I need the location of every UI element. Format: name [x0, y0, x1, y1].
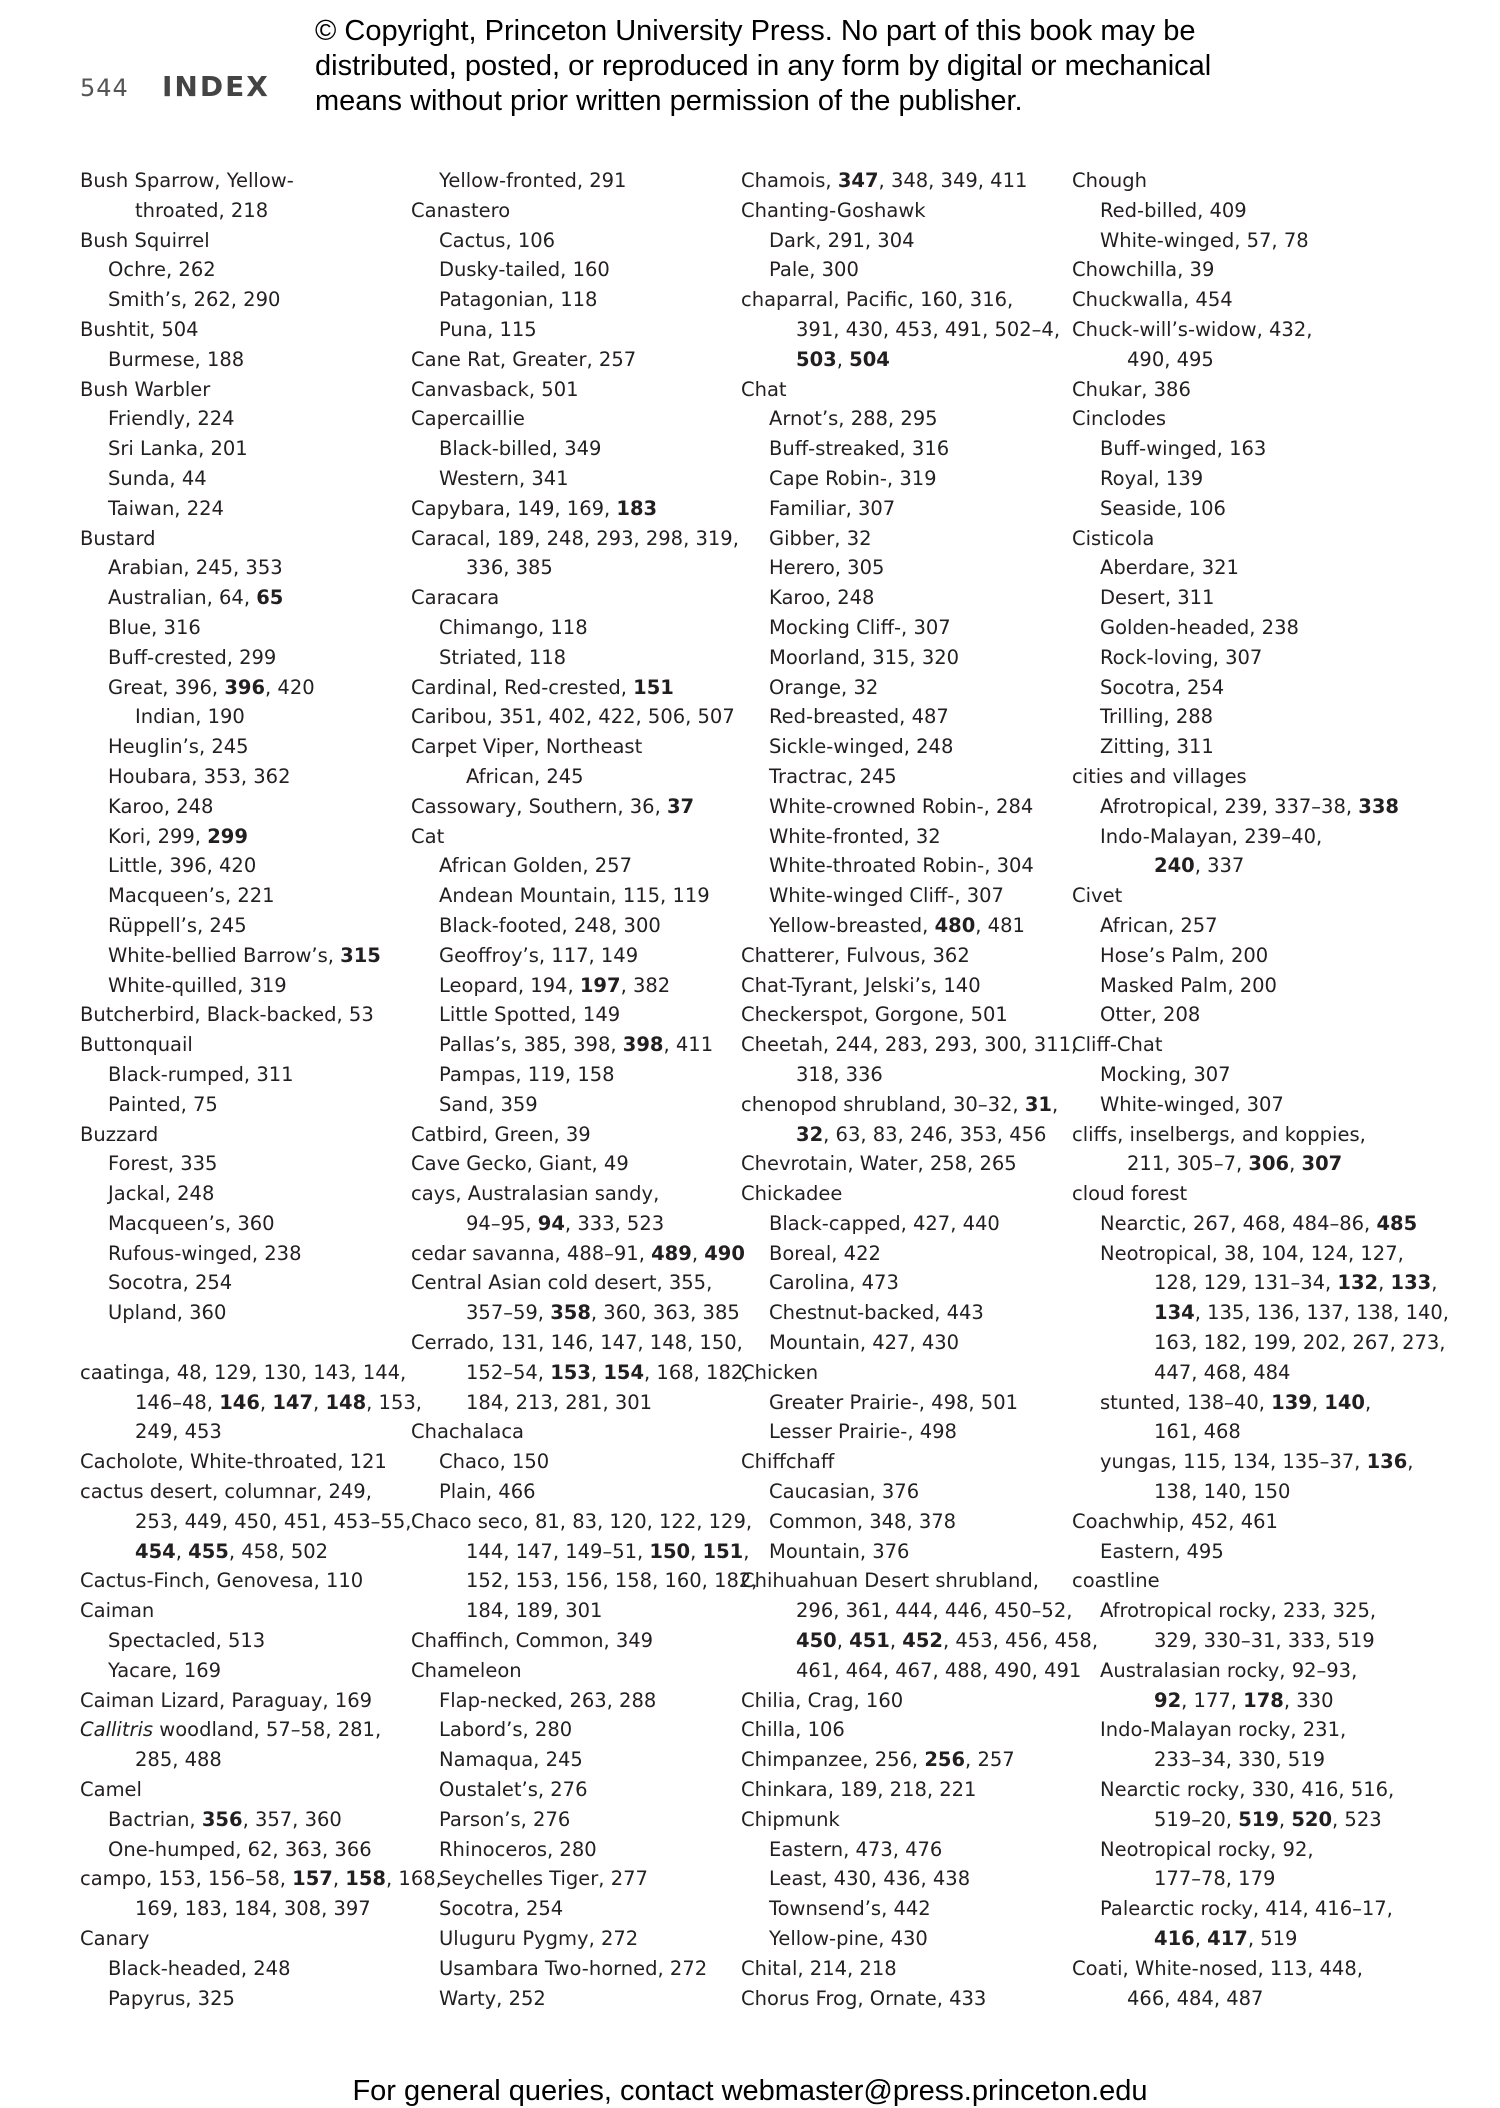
index-entry: Chatterer, Fulvous, 362	[741, 943, 970, 967]
index-subentry: Blue, 316	[108, 615, 201, 639]
index-subentry: 233–34, 330, 519	[1154, 1748, 1326, 1772]
index-subentry: throated, 218	[135, 198, 269, 222]
index-entry: Cassowary, Southern, 36, 37	[411, 794, 695, 818]
index-subentry: 450, 451, 452, 453, 456, 458,	[796, 1629, 1099, 1653]
index-subentry: Taiwan, 224	[108, 496, 224, 520]
index-subentry: Flap-necked, 263, 288	[439, 1688, 657, 1712]
index-subentry: 163, 182, 199, 202, 267, 273,	[1154, 1331, 1446, 1355]
index-subentry: 416, 417, 519	[1154, 1927, 1298, 1951]
index-subentry: Uluguru Pygmy, 272	[439, 1927, 639, 1951]
index-subentry: White-quilled, 319	[108, 973, 287, 997]
index-subentry: White-fronted, 32	[769, 824, 941, 848]
index-entry: cedar savanna, 488–91, 489, 490	[411, 1241, 745, 1265]
index-subentry: Socotra, 254	[1100, 675, 1225, 699]
index-subentry: Puna, 115	[439, 317, 537, 341]
index-subentry: Black-headed, 248	[108, 1956, 291, 1980]
index-subentry: Karoo, 248	[108, 794, 214, 818]
index-entry: Butcherbird, Black-backed, 53	[80, 1003, 374, 1027]
index-spacer	[80, 1328, 400, 1358]
index-subentry: Cape Robin-, 319	[769, 466, 937, 490]
index-subentry: Lesser Prairie-, 498	[769, 1420, 957, 1444]
index-entry: Chough	[1072, 169, 1148, 192]
index-subentry: Townsend’s, 442	[769, 1897, 931, 1921]
index-entry: Camel	[80, 1778, 142, 1802]
index-subentry: 152, 153, 156, 158, 160, 182,	[466, 1569, 758, 1593]
index-entry: Cheetah, 244, 283, 293, 300, 311,	[741, 1033, 1078, 1057]
index-subentry: Pallas’s, 385, 398, 398, 411	[439, 1033, 714, 1057]
index-entry: Canary	[80, 1927, 150, 1951]
index-subentry: Yellow-pine, 430	[769, 1927, 928, 1951]
index-subentry: Black-footed, 248, 300	[439, 913, 661, 937]
index-subentry: 32, 63, 83, 246, 353, 456	[796, 1122, 1047, 1146]
index-entry: Cave Gecko, Giant, 49	[411, 1152, 629, 1176]
index-subentry: Indian, 190	[135, 705, 245, 729]
index-subentry: Bactrian, 356, 357, 360	[108, 1807, 342, 1831]
index-subentry: Burmese, 188	[108, 347, 245, 371]
index-entry: Cacholote, White-throated, 121	[80, 1450, 387, 1474]
index-entry: Capybara, 149, 169, 183	[411, 496, 658, 520]
index-subentry: Heuglin’s, 245	[108, 735, 249, 759]
index-entry: chaparral, Pacific, 160, 316,	[741, 288, 1014, 312]
index-subentry: Otter, 208	[1100, 1003, 1201, 1027]
index-entry: Chat-Tyrant, Jelski’s, 140	[741, 973, 981, 997]
index-subentry: 490, 495	[1127, 347, 1214, 371]
index-subentry: 184, 189, 301	[466, 1599, 603, 1623]
index-entry: Cisticola	[1072, 526, 1155, 550]
index-entry: Chameleon	[411, 1658, 522, 1682]
page-number: 544	[80, 74, 129, 102]
index-subentry: Plain, 466	[439, 1480, 536, 1504]
index-entry: Bush Warbler	[80, 377, 211, 401]
index-subentry: Royal, 139	[1100, 466, 1204, 490]
index-entry: Chickadee	[741, 1182, 843, 1206]
index-subentry: Rock-loving, 307	[1100, 645, 1263, 669]
index-subentry: Patagonian, 118	[439, 288, 598, 312]
index-subentry: Black-rumped, 311	[108, 1062, 294, 1086]
index-subentry: 134, 135, 136, 137, 138, 140,	[1154, 1301, 1449, 1325]
index-entry: Caribou, 351, 402, 422, 506, 507	[411, 705, 735, 729]
index-entry: Caracal, 189, 248, 293, 298, 319,	[411, 526, 739, 550]
index-entry: Canastero	[411, 198, 511, 222]
index-subentry: 336, 385	[466, 556, 553, 580]
index-entry: Chihuahuan Desert shrubland,	[741, 1569, 1039, 1593]
index-entry: cloud forest	[1072, 1182, 1188, 1206]
index-subentry: 240, 337	[1154, 854, 1245, 878]
index-subentry: 447, 468, 484	[1154, 1360, 1291, 1384]
index-subentry: Parson’s, 276	[439, 1807, 571, 1831]
index-subentry: White-winged, 57, 78	[1100, 228, 1309, 252]
index-subentry: Little Spotted, 149	[439, 1003, 621, 1027]
index-subentry: Nearctic rocky, 330, 416, 516,	[1100, 1778, 1395, 1802]
index-subentry: 152–54, 153, 154, 168, 182,	[466, 1360, 750, 1384]
index-subentry: Trilling, 288	[1100, 705, 1214, 729]
index-subentry: Boreal, 422	[769, 1241, 881, 1265]
index-subentry: Eastern, 495	[1100, 1539, 1224, 1563]
index-subentry: Yacare, 169	[108, 1658, 222, 1682]
index-subentry: White-bellied Barrow’s, 315	[108, 943, 381, 967]
index-subentry: Karoo, 248	[769, 586, 875, 610]
index-subentry: 169, 183, 184, 308, 397	[135, 1897, 371, 1921]
index-entry: Catbird, Green, 39	[411, 1122, 591, 1146]
index-subentry: Chestnut-backed, 443	[769, 1301, 984, 1325]
index-subentry: Macqueen’s, 221	[108, 884, 275, 908]
index-entry: Bush Squirrel	[80, 228, 210, 252]
index-subentry: Socotra, 254	[108, 1271, 233, 1295]
index-subentry: 461, 464, 467, 488, 490, 491	[796, 1658, 1082, 1682]
index-entry: Bush Sparrow, Yellow-	[80, 169, 294, 192]
index-entry: Cat	[411, 824, 445, 848]
index-subentry: Andean Mountain, 115, 119	[439, 884, 710, 908]
index-subentry: Indo-Malayan rocky, 231,	[1100, 1718, 1347, 1742]
index-entry: Buzzard	[80, 1122, 159, 1146]
index-subentry: Mountain, 427, 430	[769, 1331, 960, 1355]
index-entry: Central Asian cold desert, 355,	[411, 1271, 713, 1295]
index-subentry: Moorland, 315, 320	[769, 645, 960, 669]
index-entry: Chimpanzee, 256, 256, 257	[741, 1748, 1015, 1772]
index-subentry: Seaside, 106	[1100, 496, 1226, 520]
copyright-notice: © Copyright, Princeton University Press. No part of this book may be distributed, posted, or reproduced in any form by digital or mechanical means without prior written permission of the publisher.	[315, 15, 1212, 117]
index-subentry: Caucasian, 376	[769, 1480, 920, 1504]
index-column-2	[411, 166, 758, 2013]
index-entry: Carpet Viper, Northeast	[411, 735, 643, 759]
index-entry: Bushtit, 504	[80, 317, 199, 341]
index-subentry: Neotropical, 38, 104, 124, 127,	[1100, 1241, 1404, 1265]
index-column-4	[1072, 166, 1449, 2013]
index-subentry: Nearctic, 267, 468, 484–86, 485	[1100, 1211, 1418, 1235]
index-subentry: Neotropical rocky, 92,	[1100, 1837, 1314, 1861]
index-entry: Coati, White-nosed, 113, 448,	[1072, 1956, 1363, 1980]
index-subentry: 357–59, 358, 360, 363, 385	[466, 1301, 740, 1325]
index-subentry: Least, 430, 436, 438	[769, 1867, 971, 1891]
index-subentry: Yellow-breasted, 480, 481	[769, 913, 1025, 937]
index-subentry: Painted, 75	[108, 1092, 218, 1116]
index-subentry: Ochre, 262	[108, 258, 216, 282]
index-entry: Cane Rat, Greater, 257	[411, 347, 637, 371]
index-subentry: Yellow-fronted, 291	[439, 169, 627, 192]
index-subentry: Familiar, 307	[769, 496, 896, 520]
index-subentry: Chaco, 150	[439, 1450, 550, 1474]
index-subentry: White-winged Cliff-, 307	[769, 884, 1004, 908]
index-subentry: African, 257	[1100, 913, 1218, 937]
index-subentry: Pale, 300	[769, 258, 859, 282]
index-subentry: Little, 396, 420	[108, 854, 257, 878]
index-subentry: White-winged, 307	[1100, 1092, 1284, 1116]
index-subentry: Pampas, 119, 158	[439, 1062, 615, 1086]
index-subentry: 318, 336	[796, 1062, 883, 1086]
index-entry: cliffs, inselbergs, and koppies,	[1072, 1122, 1366, 1146]
index-subentry: Socotra, 254	[439, 1897, 564, 1921]
index-entry: Chiffchaff	[741, 1450, 835, 1474]
index-subentry: Mocking, 307	[1100, 1062, 1231, 1086]
index-entry: Coachwhip, 452, 461	[1072, 1509, 1278, 1533]
index-subentry: Black-billed, 349	[439, 437, 602, 461]
index-subentry: Kori, 299, 299	[108, 824, 248, 848]
index-subentry: Seychelles Tiger, 277	[439, 1867, 648, 1891]
index-subentry: yungas, 115, 134, 135–37, 136,	[1100, 1450, 1414, 1474]
index-entry: Cerrado, 131, 146, 147, 148, 150,	[411, 1331, 743, 1355]
index-subentry: Rhinoceros, 280	[439, 1837, 597, 1861]
index-subentry: Masked Palm, 200	[1100, 973, 1277, 997]
index-entry: Chipmunk	[741, 1807, 840, 1831]
index-entry: Buttonquail	[80, 1033, 193, 1057]
index-subentry: Macqueen’s, 360	[108, 1211, 275, 1235]
index-subentry: Aberdare, 321	[1100, 556, 1239, 580]
index-subentry: stunted, 138–40, 139, 140,	[1100, 1390, 1372, 1414]
index-subentry: Hose’s Palm, 200	[1100, 943, 1269, 967]
index-subentry: African Golden, 257	[439, 854, 632, 878]
index-entry: Chaco seco, 81, 83, 120, 122, 129,	[411, 1509, 753, 1533]
index-subentry: Tractrac, 245	[769, 764, 897, 788]
index-subentry: 253, 449, 450, 451, 453–55,	[135, 1509, 412, 1533]
index-subentry: Chimango, 118	[439, 615, 588, 639]
index-subentry: 184, 213, 281, 301	[466, 1390, 653, 1414]
index-subentry: Geoffroy’s, 117, 149	[439, 943, 639, 967]
index-entry: Chaffinch, Common, 349	[411, 1629, 654, 1653]
index-subentry: Buff-streaked, 316	[769, 437, 950, 461]
index-subentry: Usambara Two-horned, 272	[439, 1956, 708, 1980]
index-subentry: Forest, 335	[108, 1152, 218, 1176]
index-entry: cays, Australasian sandy,	[411, 1182, 660, 1206]
index-subentry: Oustalet’s, 276	[439, 1778, 588, 1802]
index-subentry: Striated, 118	[439, 645, 567, 669]
index-subentry: 146–48, 146, 147, 148, 153,	[135, 1390, 422, 1414]
index-subentry: Black-capped, 427, 440	[769, 1211, 1000, 1235]
index-subentry: 454, 455, 458, 502	[135, 1539, 329, 1563]
index-subentry: Smith’s, 262, 290	[108, 288, 281, 312]
index-entry: Checkerspot, Gorgone, 501	[741, 1003, 1008, 1027]
index-subentry: Namaqua, 245	[439, 1748, 583, 1772]
index-entry: Cardinal, Red-crested, 151	[411, 675, 674, 699]
index-subentry: Palearctic rocky, 414, 416–17,	[1100, 1897, 1393, 1921]
index-entry: Chachalaca	[411, 1420, 524, 1444]
index-subentry: Australian, 64, 65	[108, 586, 284, 610]
index-subentry: 211, 305–7, 306, 307	[1127, 1152, 1343, 1176]
index-subentry: Friendly, 224	[108, 407, 235, 431]
index-subentry: Sri Lanka, 201	[108, 437, 248, 461]
index-subentry: 94–95, 94, 333, 523	[466, 1211, 665, 1235]
index-subentry: Buff-winged, 163	[1100, 437, 1267, 461]
index-subentry: One-humped, 62, 363, 366	[108, 1837, 372, 1861]
index-entry: Chanting-Goshawk	[741, 198, 926, 222]
index-subentry: 138, 140, 150	[1154, 1480, 1291, 1504]
index-subentry: Dark, 291, 304	[769, 228, 915, 252]
index-subentry: Western, 341	[439, 466, 569, 490]
index-entry: Chuck-will’s-widow, 432,	[1072, 317, 1313, 341]
index-subentry: Afrotropical rocky, 233, 325,	[1100, 1599, 1377, 1623]
index-subentry: 144, 147, 149–51, 150, 151,	[466, 1539, 750, 1563]
index-subentry: Rüppell’s, 245	[108, 913, 247, 937]
index-subentry: Arnot’s, 288, 295	[769, 407, 938, 431]
index-subentry: Papyrus, 325	[108, 1986, 235, 2010]
footer-contact: For general queries, contact webmaster@press.princeton.edu	[352, 2075, 1148, 2107]
index-subentry: Sunda, 44	[108, 466, 207, 490]
index-subentry: Mocking Cliff-, 307	[769, 615, 951, 639]
index-entry: Chicken	[741, 1360, 819, 1384]
index-subentry: Great, 396, 396, 420	[108, 675, 315, 699]
index-subentry: 161, 468	[1154, 1420, 1241, 1444]
index-subentry: Red-breasted, 487	[769, 705, 949, 729]
index-entry: Chowchilla, 39	[1072, 258, 1215, 282]
index-subentry: Mountain, 376	[769, 1539, 910, 1563]
index-entry: Cactus-Finch, Genovesa, 110	[80, 1569, 364, 1593]
index-subentry: Gibber, 32	[769, 526, 872, 550]
index-entry: Civet	[1072, 884, 1123, 908]
index-subentry: White-crowned Robin-, 284	[769, 794, 1034, 818]
index-subentry: 329, 330–31, 333, 519	[1154, 1629, 1375, 1653]
index-subentry: Indo-Malayan, 239–40,	[1100, 824, 1323, 848]
index-entry: Caiman	[80, 1599, 155, 1623]
index-subentry: 519–20, 519, 520, 523	[1154, 1807, 1382, 1831]
index-entry: Chamois, 347, 348, 349, 411	[741, 169, 1028, 192]
index-entry: Chilia, Crag, 160	[741, 1688, 904, 1712]
index-entry: Bustard	[80, 526, 156, 550]
index-entry: Chorus Frog, Ornate, 433	[741, 1986, 987, 2010]
index-subentry: 466, 484, 487	[1127, 1986, 1264, 2010]
index-subentry: Dusky-tailed, 160	[439, 258, 610, 282]
index-entry: chenopod shrubland, 30–32, 31,	[741, 1092, 1059, 1116]
index-entry: Canvasback, 501	[411, 377, 579, 401]
index-subentry: White-throated Robin-, 304	[769, 854, 1034, 878]
index-subentry: Carolina, 473	[769, 1271, 899, 1295]
index-subentry: 391, 430, 453, 491, 502–4,	[796, 317, 1061, 341]
index-subentry: Herero, 305	[769, 556, 885, 580]
index-subentry: Common, 348, 378	[769, 1509, 957, 1533]
index-subentry: 177–78, 179	[1154, 1867, 1276, 1891]
index-entry: Chukar, 386	[1072, 377, 1191, 401]
index-subentry: Upland, 360	[108, 1301, 227, 1325]
index-subentry: 128, 129, 131–34, 132, 133,	[1154, 1271, 1438, 1295]
index-subentry: 285, 488	[135, 1748, 222, 1772]
index-entry: Caiman Lizard, Paraguay, 169	[80, 1688, 373, 1712]
index-subentry: African, 245	[466, 764, 584, 788]
index-entry: Chevrotain, Water, 258, 265	[741, 1152, 1017, 1176]
index-subentry: Jackal, 248	[108, 1182, 215, 1206]
index-subentry: 249, 453	[135, 1420, 222, 1444]
index-subentry: Arabian, 245, 353	[108, 556, 283, 580]
index-entry: Callitris woodland, 57–58, 281,	[80, 1718, 382, 1742]
index-subentry: Sickle-winged, 248	[769, 735, 954, 759]
index-entry: Chital, 214, 218	[741, 1956, 897, 1980]
index-entry: cactus desert, columnar, 249,	[80, 1480, 372, 1504]
index-subentry: Houbara, 353, 362	[108, 764, 291, 788]
index-entry: Caracara	[411, 586, 500, 610]
index-subentry: Rufous-winged, 238	[108, 1241, 302, 1265]
index-subentry: Orange, 32	[769, 675, 879, 699]
index-entry: Capercaillie	[411, 407, 525, 431]
running-head: INDEX	[162, 70, 270, 103]
index-entry: caatinga, 48, 129, 130, 143, 144,	[80, 1360, 407, 1384]
index-entry: Cinclodes	[1072, 407, 1166, 431]
index-subentry: Eastern, 473, 476	[769, 1837, 943, 1861]
index-entry: Chilla, 106	[741, 1718, 845, 1742]
index-entry: campo, 153, 156–58, 157, 158, 168,	[80, 1867, 442, 1891]
index-subentry: Sand, 359	[439, 1092, 538, 1116]
index-subentry: 296, 361, 444, 446, 450–52,	[796, 1599, 1073, 1623]
index-subentry: 503, 504	[796, 347, 890, 371]
index-subentry: Cactus, 106	[439, 228, 556, 252]
index-entry: Chat	[741, 377, 787, 401]
index-entry: Cliff-Chat	[1072, 1033, 1163, 1057]
index-subentry: Zitting, 311	[1100, 735, 1214, 759]
index-subentry: Golden-headed, 238	[1100, 615, 1299, 639]
index-entry: coastline	[1072, 1569, 1160, 1593]
index-subentry: Spectacled, 513	[108, 1629, 266, 1653]
index-subentry: Australasian rocky, 92–93,	[1100, 1658, 1358, 1682]
index-subentry: Leopard, 194, 197, 382	[439, 973, 671, 997]
index-entry: Chinkara, 189, 218, 221	[741, 1778, 977, 1802]
index-subentry: Red-billed, 409	[1100, 198, 1247, 222]
index-subentry: Warty, 252	[439, 1986, 546, 2010]
index-entry: Chuckwalla, 454	[1072, 288, 1233, 312]
index-subentry: Buff-crested, 299	[108, 645, 277, 669]
index-subentry: Greater Prairie-, 498, 501	[769, 1390, 1019, 1414]
index-subentry: Desert, 311	[1100, 586, 1215, 610]
index-entry: cities and villages	[1072, 764, 1247, 788]
index-subentry: 92, 177, 178, 330	[1154, 1688, 1334, 1712]
index-subentry: Labord’s, 280	[439, 1718, 573, 1742]
index-subentry: Afrotropical, 239, 337–38, 338	[1100, 794, 1399, 818]
